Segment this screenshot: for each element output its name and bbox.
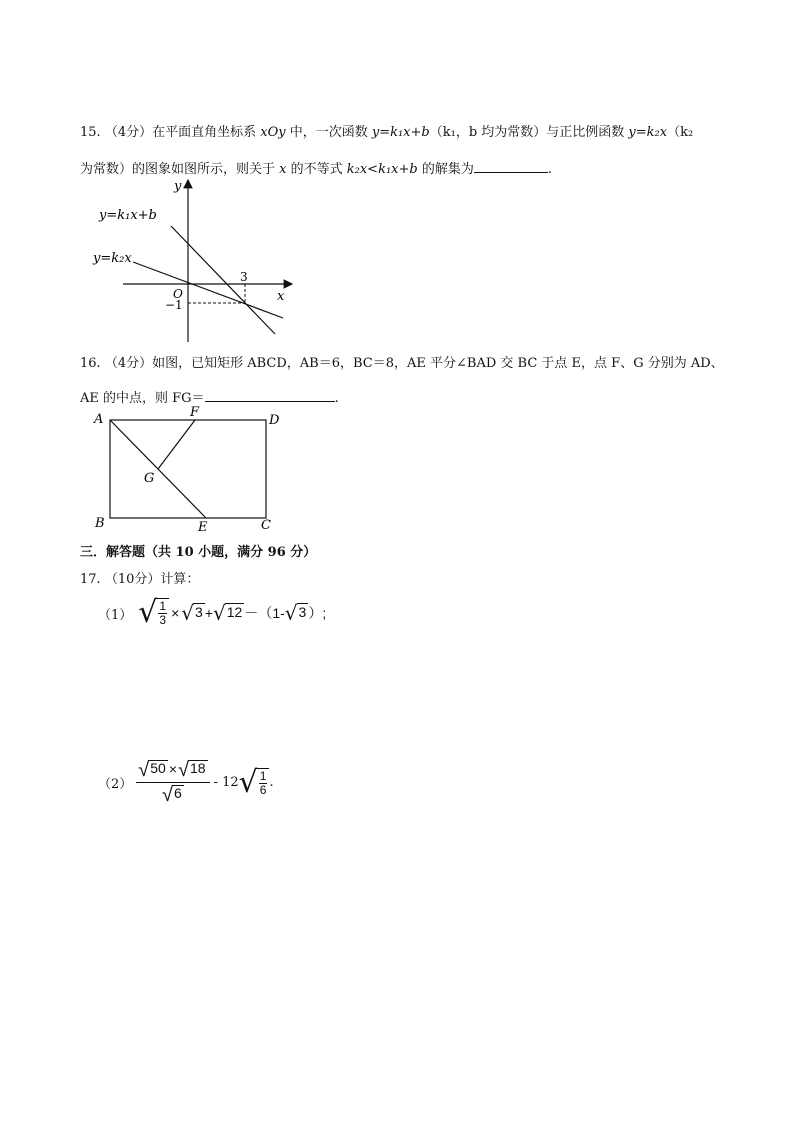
part2-label: （2） [98, 777, 133, 792]
q15-proportional-function: y=k₂x [628, 125, 668, 140]
plus-sign: + [204, 605, 214, 621]
denominator: 6 [259, 782, 267, 797]
sqrt-18 [178, 760, 208, 780]
radicand: 12 [225, 603, 245, 623]
q15-var-x: x [279, 162, 287, 177]
radical-sign: √ [284, 601, 298, 625]
big-numerator [136, 760, 209, 783]
point-f: F [190, 405, 200, 420]
radicand: 50 [148, 760, 168, 780]
q17-score: （10分） [104, 572, 161, 587]
q17-number: 17. [80, 572, 101, 587]
times-sign: × [168, 761, 178, 778]
q15-text: 中，一次函数 [285, 125, 372, 140]
radical-sign: √ [213, 601, 226, 625]
radicand: 3 [193, 603, 205, 623]
vertex-a: A [94, 412, 104, 427]
label-y-axis: y [174, 179, 182, 194]
q15-text: 的不等式 [286, 162, 347, 177]
q15-text: 在平面直角坐标系 [152, 125, 261, 140]
radicand: 6 [172, 785, 184, 805]
radicand: 3 [297, 603, 309, 623]
q16-answer-blank[interactable] [205, 389, 335, 402]
q16-period: . [334, 391, 339, 406]
label-line1: y=k₁x+b [99, 208, 157, 223]
close-paren: ）; [308, 605, 327, 621]
q17-prompt: 计算： [160, 572, 200, 587]
q15-line1 [80, 126, 693, 139]
radicand: 18 [188, 760, 208, 780]
vertex-d: D [269, 413, 280, 428]
radical-sign: √ [181, 601, 195, 625]
q15-coord-sys: xOy [260, 125, 286, 140]
label-line2: y=k₂x [93, 251, 132, 266]
tick-y-minus1: −1 [165, 298, 183, 312]
q15-text: （k₂ [667, 125, 694, 140]
q16-text: AE 的中点，则 FG＝ [80, 391, 205, 406]
label-x-axis: x [277, 289, 285, 304]
point-g: G [144, 471, 155, 486]
big-denominator [162, 783, 184, 805]
q15-linear-function: y=k₁x+b [371, 125, 430, 140]
q16-figure [90, 402, 290, 536]
q15-period: . [547, 162, 552, 177]
q15-text: 为常数）的图象如图所示，则关于 [80, 162, 280, 177]
q17-part1 [98, 595, 327, 630]
q16-number: 16. [80, 356, 101, 371]
minus-open: －（1- [244, 605, 285, 621]
part1-label: （1） [98, 607, 133, 623]
radical-sign: √ [138, 759, 150, 781]
numerator: 1 [259, 768, 267, 783]
q15-inequality: k₂x<k₁x+b [346, 162, 418, 177]
numerator: 1 [159, 599, 167, 613]
point-e: E [198, 520, 208, 535]
q15-text: （k₁，b 均为常数）与正比例函数 [429, 125, 629, 140]
q16-line1 [80, 357, 724, 370]
q15-number: 15. [80, 125, 101, 140]
sqrt-50 [138, 760, 168, 780]
vertex-c: C [261, 518, 271, 533]
big-fraction [136, 760, 209, 805]
rectangle-abcd [110, 420, 266, 518]
q15-text: 的解集为 [417, 162, 474, 177]
q15-answer-blank[interactable] [474, 160, 548, 173]
minus-12: - 12 [213, 775, 239, 790]
radical-sign: √ [138, 595, 158, 630]
q16-score: （4分） [104, 356, 153, 371]
label-origin: O [173, 287, 183, 301]
radical-sign: √ [178, 759, 190, 781]
times-sign: × [171, 605, 180, 621]
period: . [269, 775, 274, 790]
vertex-b: B [95, 516, 105, 531]
line-k2x [133, 262, 283, 318]
sqrt-one-third [138, 595, 169, 630]
segment-fg [158, 420, 195, 469]
sqrt-one-sixth [238, 764, 270, 800]
section-title: 三．解答题（共 10 小题，满分 96 分） [80, 545, 317, 560]
fraction [257, 768, 270, 798]
q17-line1 [80, 573, 199, 586]
tick-x-3: 3 [240, 270, 248, 284]
sqrt-3b [285, 603, 309, 623]
fraction [156, 598, 169, 628]
q15-score: （4分） [104, 125, 153, 140]
radical-sign: √ [162, 784, 174, 806]
q16-text: 如图，已知矩形 ABCD，AB＝6，BC＝8，AE 平分∠BAD 交 BC 于点 E，点 F、G 分别为 AD、 [152, 356, 724, 371]
q15-graph [85, 174, 300, 346]
denominator: 3 [159, 613, 167, 628]
radical-sign: √ [238, 764, 258, 800]
sqrt-6 [162, 785, 184, 805]
sqrt-12 [213, 603, 244, 623]
sqrt-3 [181, 603, 205, 623]
q17-part2 [98, 760, 274, 805]
line-k1x-plus-b [171, 226, 275, 334]
